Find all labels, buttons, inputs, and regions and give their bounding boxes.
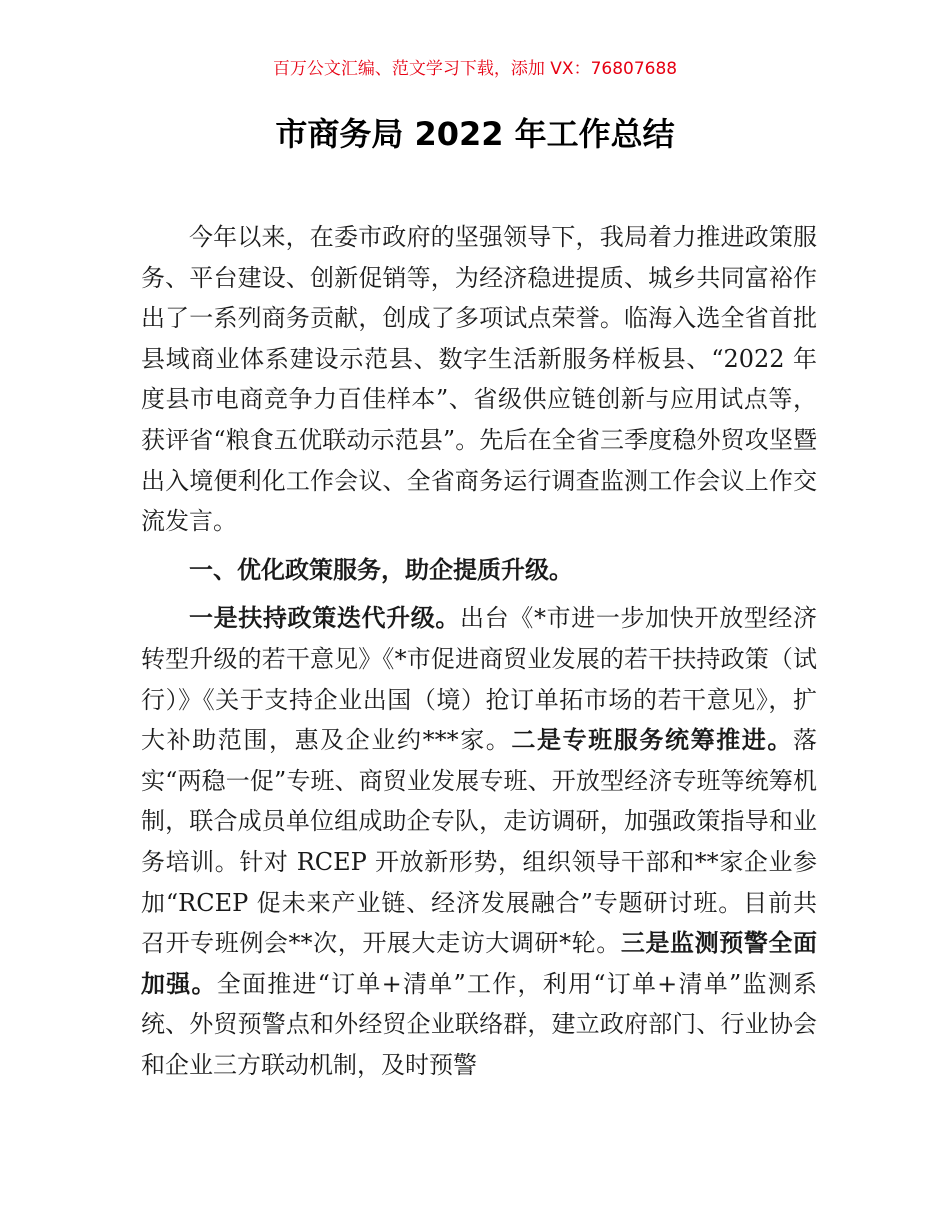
section-paragraph (141, 598, 817, 1085)
item1-label: 一是扶持政策迭代升级。 (189, 604, 461, 633)
section-heading: 一、优化政策服务，助企提质升级。 (189, 555, 573, 584)
item3-text: 全面推进“订单+清单”工作，利用“订单+清单”监测系统、外贸预警点和外经贸企业联络群，建立政府部门、行业协会和企业三方联动机制，及时预警 (141, 969, 817, 1079)
item2-text: 落实“两稳一促”专班、商贸业发展专班、开放型经济专班等统筹机制，联合成员单位组成助企专队，走访调研，加强政策指导和业务培训。针对 RCEP 开放新形势，组织领导干部和**家企业参加“RCEP 促未来产业链、经济发展融合”专题研讨班。目前共召开专班例会**次，开展大走访大调研*轮。 (141, 726, 818, 958)
intro-paragraph: 今年以来，在委市政府的坚强领导下，我局着力推进政策服务、平台建设、创新促销等，为经济稳进提质、城乡共同富裕作出了一系列商务贡献，创成了多项试点荣誉。临海入选全省首批县域商业体系建设示范县、数字生活新服务样板县、“2022 年度县市电商竞争力百佳样本”、省级供应链创新与应用试点等，获评省“粮食五优联动示范县”。先后在全省三季度稳外贸攻坚暨出入境便利化工作会议、全省商务运行调查监测工作会议上作交流发言。 (141, 223, 817, 536)
item1-text: 出台《*市进一步加快开放型经济转型升级的若干意见》《*市促进商贸业发展的若干扶持政策（试行）》《关于支持企业出国（境）抢订单拓市场的若干意见》，扩大补助范围，惠及企业约***家。 (141, 604, 818, 755)
item2-label: 二是专班服务统筹推进。 (511, 726, 794, 755)
promo-banner: 百万公文汇编、范文学习下载，添加 VX：76807688 (272, 59, 678, 79)
item3-label: 三是监测预警全面加强。 (141, 929, 818, 998)
document-body (141, 217, 817, 1093)
document-title: 市商务局 2022 年工作总结 (275, 115, 675, 153)
